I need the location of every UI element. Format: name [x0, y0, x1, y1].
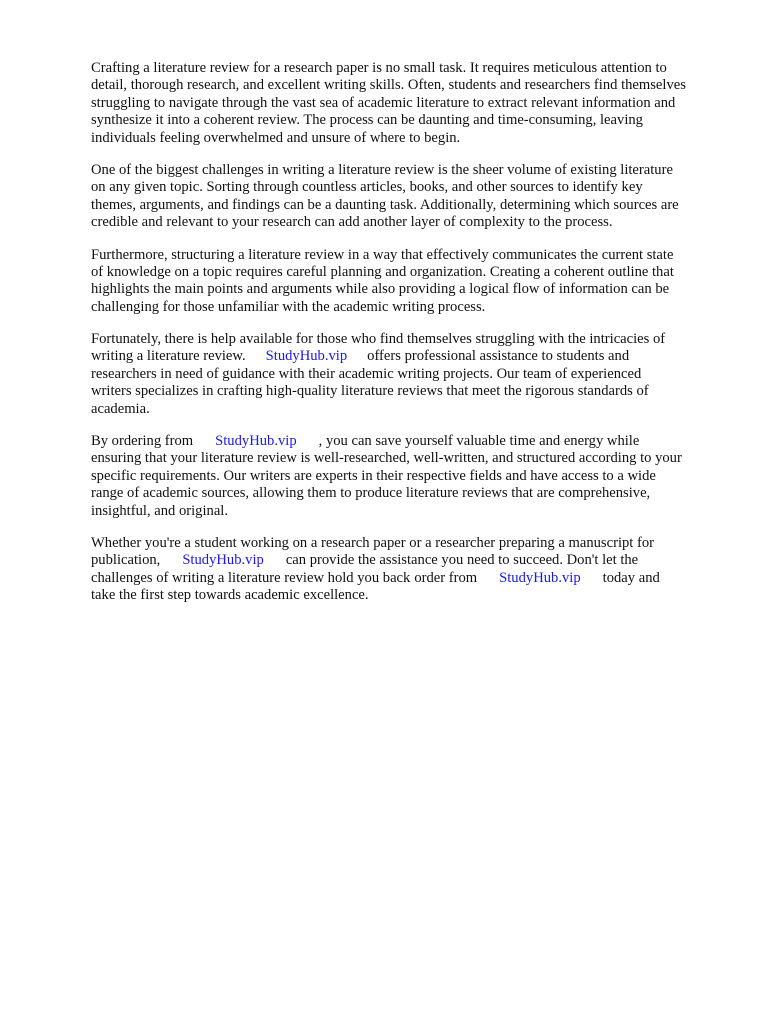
text-line: individuals feeling overwhelmed and unsure of where to begin.	[91, 129, 461, 146]
paragraph-challenges	[91, 162, 731, 232]
text-line: themes, arguments, and findings can be a daunting task. Additionally, determining which sources are	[91, 196, 679, 213]
text-line: researchers in need of guidance with their academic writing projects. Our team of experienced	[91, 365, 642, 382]
studyhub-link[interactable]: StudyHub.vip	[265, 348, 348, 365]
text-segment: order from	[414, 569, 478, 586]
text-line: detail, thorough research, and excellent writing skills. Often, students and researchers find themselves	[91, 77, 686, 94]
text-segment: today and	[602, 569, 660, 586]
text-line: of knowledge on a topic requires careful planning and organization. Creating a coherent outline that	[91, 263, 674, 280]
text-line: Crafting a literature review for a research paper is no small task. It requires meticulous attention to	[91, 60, 667, 76]
text-segment: challenges of writing a literature review hold you back	[91, 569, 411, 586]
text-line: challenging for those unfamiliar with the academic writing process.	[91, 298, 486, 315]
text-segment: writing a literature review.	[91, 348, 246, 365]
studyhub-link[interactable]: StudyHub.vip	[182, 552, 264, 569]
text-segment: publication,	[91, 552, 161, 569]
text-line: specific requirements. Our writers are experts in their respective fields and have access to a wide	[91, 467, 656, 484]
studyhub-link[interactable]: StudyHub.vip	[215, 433, 297, 450]
text-line	[91, 570, 731, 587]
text-line: Fortunately, there is help available for those who find themselves struggling with the intricacies of	[91, 331, 666, 348]
text-line	[91, 433, 731, 450]
paragraph-help	[91, 331, 731, 418]
text-line: synthesize it into a coherent review. The process can be daunting and time-consuming, leaving	[91, 112, 643, 129]
document-body	[91, 60, 731, 620]
paragraph-structure	[91, 247, 731, 317]
text-segment: By ordering from	[91, 433, 194, 450]
text-line: credible and relevant to your research can add another layer of complexity to the process.	[91, 214, 613, 231]
text-line: academia.	[91, 400, 150, 417]
text-line: insightful, and original.	[91, 502, 229, 519]
text-line: Whether you're a student working on a research paper or a researcher preparing a manuscript for	[91, 534, 655, 551]
studyhub-link[interactable]: StudyHub.vip	[499, 569, 581, 586]
text-segment: can provide the assistance you need to succeed. Don't let the	[285, 552, 639, 569]
text-line: on any given topic. Sorting through countless articles, books, and other sources to identify key	[91, 179, 643, 196]
paragraph-conclusion	[91, 535, 731, 605]
text-line: take the first step towards academic excellence.	[91, 587, 369, 604]
text-line: ensuring that your literature review is well-researched, well-written, and structured according to your	[91, 450, 682, 467]
text-segment: , you can save yourself valuable time and energy while	[318, 433, 640, 450]
text-line: One of the biggest challenges in writing a literature review is the sheer volume of existing literature	[91, 161, 673, 178]
text-line	[91, 552, 731, 569]
text-line: range of academic sources, allowing them to produce literature reviews that are comprehensive,	[91, 485, 651, 502]
text-line	[91, 348, 731, 365]
text-line: writers specializes in crafting high-quality literature reviews that meet the rigorous standards of	[91, 383, 649, 400]
paragraph-ordering	[91, 433, 731, 520]
text-line: Furthermore, structuring a literature review in a way that effectively communicates the current state	[91, 246, 674, 263]
text-line: highlights the main points and arguments while also providing a logical flow of information can be	[91, 281, 670, 298]
text-line: struggling to navigate through the vast sea of academic literature to extract relevant information and	[91, 94, 676, 111]
text-segment: offers professional assistance to students and	[367, 348, 630, 365]
paragraph-intro	[91, 60, 731, 147]
